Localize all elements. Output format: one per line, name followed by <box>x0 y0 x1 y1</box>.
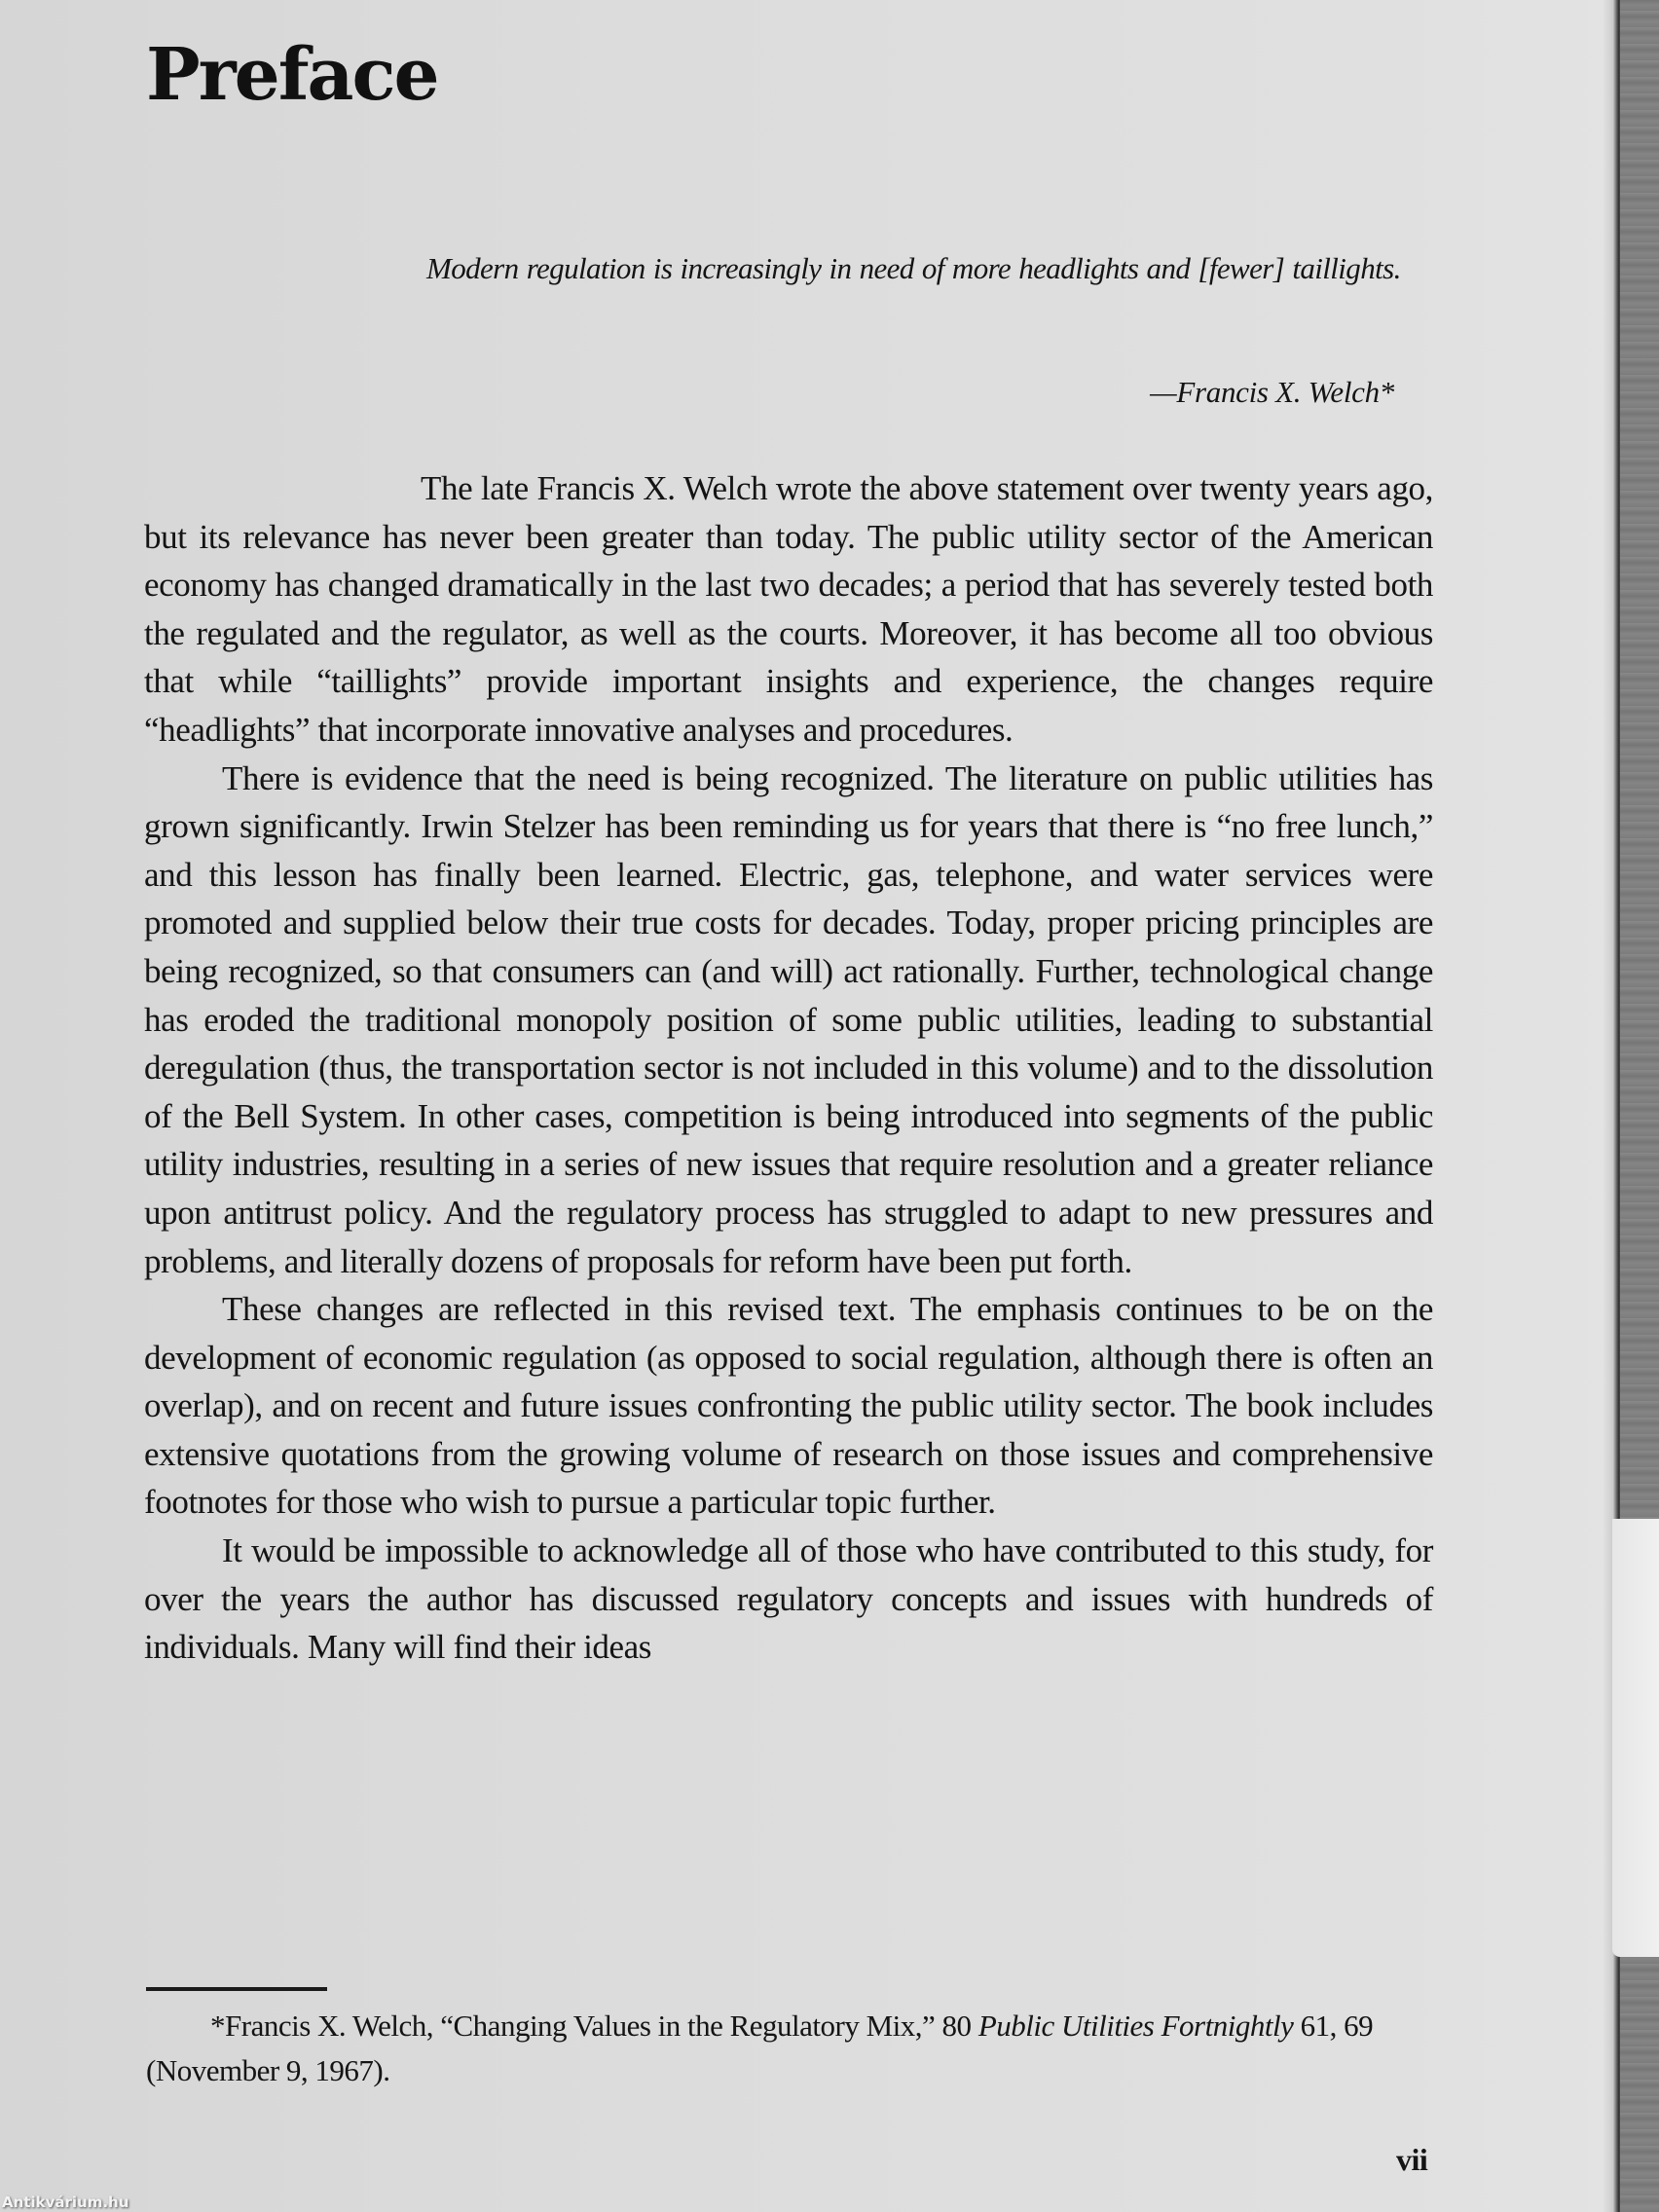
footnote-journal-cont: Fortnightly <box>1161 2009 1294 2043</box>
page-title: Preface <box>146 33 438 117</box>
paragraph: The late Francis X. Welch wrote the above statement over twenty years ago, but its relevance has never been greater than today. The public utility sector of the American economy has changed dramatically in the last two decades; a period that has severely tested both the regulated and the regulator, as well as the courts. Moreover, it has become all too obvious that while “taillights” provide important insights and experience, the changes require “headlights” that incorporate innovative analyses and procedures. <box>144 469 1433 749</box>
body-text <box>144 464 1433 1672</box>
paragraph: There is evidence that the need is being recognized. The literature on public utilities has grown significantly. Irwin Stelzer has been reminding us for years that there is “no free lunch,” and this lesson has finally been learned. Electric, gas, telephone, and water services were promoted and supplied below their true costs for decades. Today, proper pricing principles are being recognized, so that consumers can (and will) act rationally. Further, technological change has eroded the traditional monopoly position of some public utilities, leading to substantial deregulation (thus, the transportation sector is not included in this volume) and to the dissolution of the Bell System. In other cases, competition is being introduced into segments of the public utility industries, resulting in a series of new issues that require resolution and a greater reliance upon antitrust policy. And the regulatory process has struggled to adapt to new pressures and problems, and literally dozens of proposals for reform have been put forth. <box>144 758 1433 1280</box>
paragraph: It would be impossible to acknowledge all of those who have contributed to this study, for over the years the author has discussed regulatory concepts and issues with hundreds of individuals. Many will find their ideas <box>144 1531 1433 1667</box>
epigraph-attribution: —Francis X. Welch* <box>1150 375 1394 409</box>
footnote-tail: 61, 69 (November 9, 1967). <box>146 2009 1374 2087</box>
footnote-divider <box>146 1987 327 1991</box>
page-number: vii <box>1396 2142 1428 2177</box>
footnote <box>146 2004 1412 2093</box>
next-page-flap <box>1612 1519 1659 1957</box>
watermark: Antikvárium.hu <box>2 2194 129 2211</box>
paragraph: These changes are reflected in this revised text. The emphasis continues to be on the development of economic regulation (as opposed to social regulation, although there is often an overlap), and on recent and future issues confronting the public utility sector. The book includes extensive quotations from the growing volume of research on those issues and comprehensive footnotes for those who wish to pursue a particular topic further. <box>144 1290 1433 1522</box>
epigraph-quote: Modern regulation is increasingly in need of more headlights and [fewer] taillights. <box>426 251 1401 285</box>
footnote-lead: *Francis X. Welch, “Changing Values in the Regulatory Mix,” 80 <box>210 2009 978 2043</box>
footnote-journal: Public Utilities <box>977 2009 1155 2043</box>
